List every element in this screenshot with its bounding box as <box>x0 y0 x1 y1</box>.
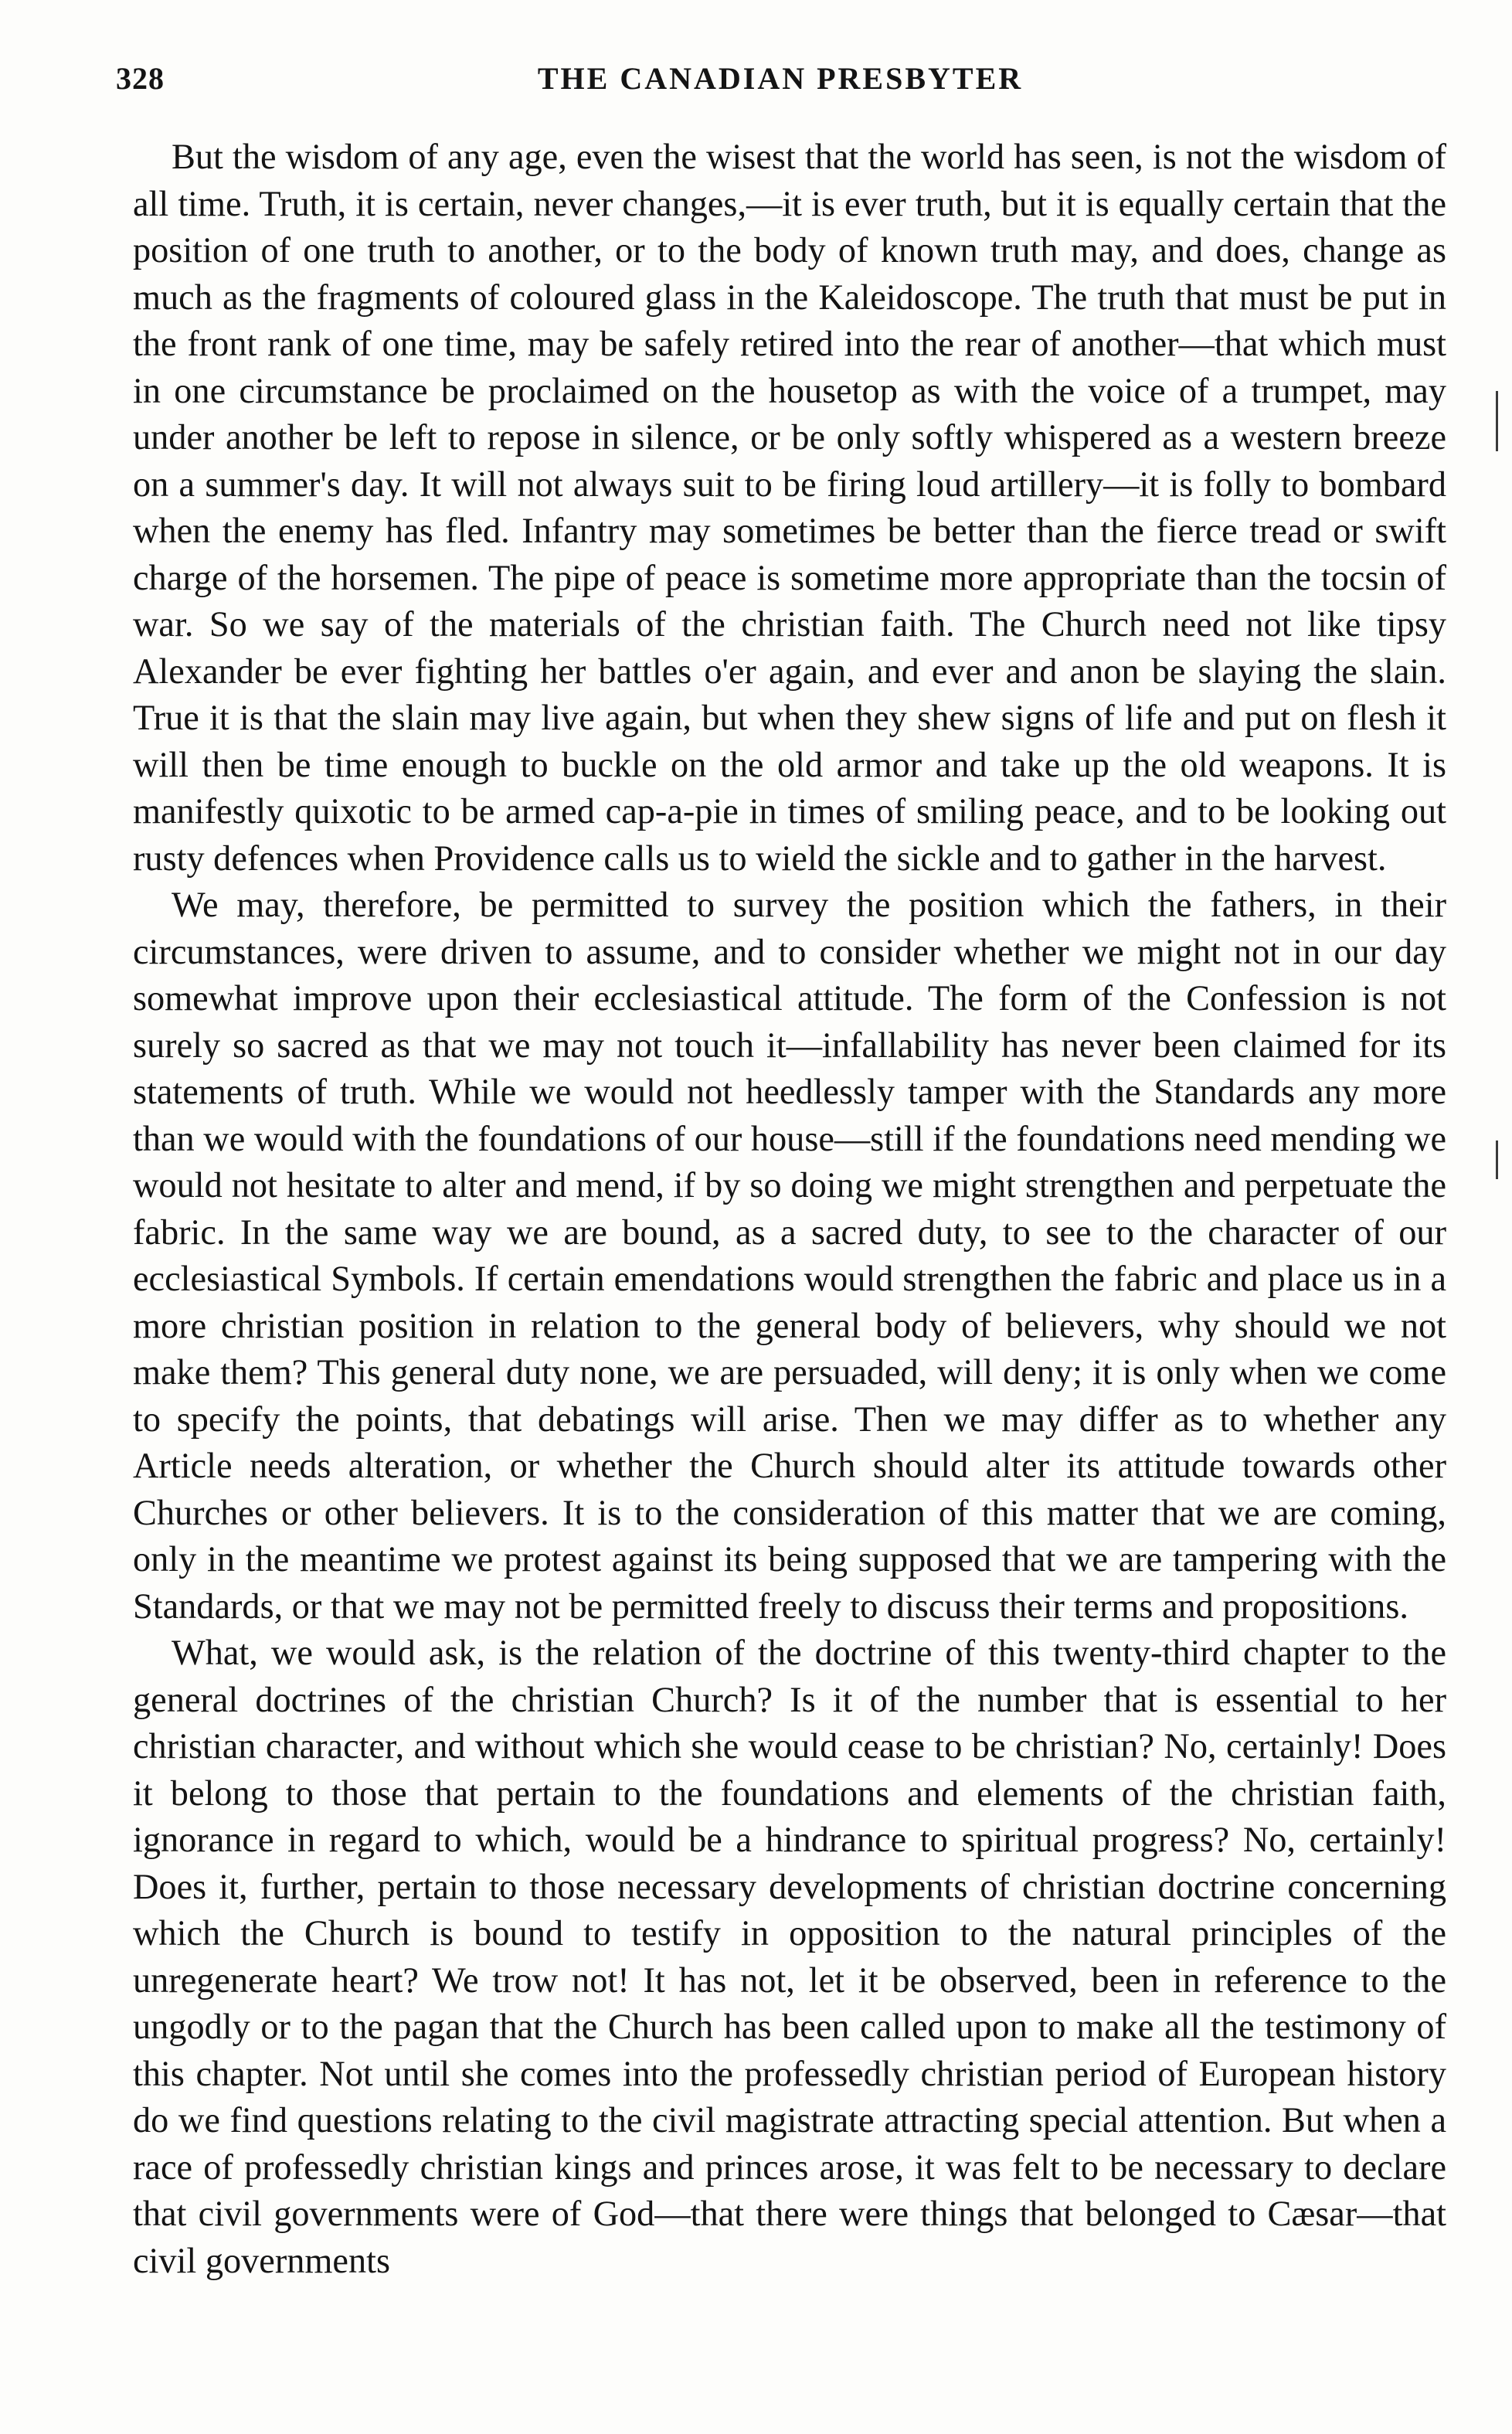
page-header <box>116 54 1445 108</box>
page-number: 328 <box>116 61 165 96</box>
margin-scan-mark-upper <box>1496 391 1498 451</box>
article-body <box>133 134 1446 2285</box>
paragraph-3: What, we would ask, is the relation of the doctrine of this twenty-third chapter to the general doctrines of the christian Church? Is it of the number that is essential to her christian character, and without which she would cease to be christian? No, certainly! Does it belong to those that pertain to the foundations and elements of the christian faith, ignorance in regard to which, would be a hindrance to spiritual progress? No, certainly! Does it, further, pertain to those necessary developments of christian doctrine concerning which the Church is bound to testify in opposition to the natural principles of the unregenerate heart? We trow not! It has not, let it be observed, been in reference to the ungodly or to the pagan that the Church has been called upon to make all the testimony of this chapter. Not until she comes into the professedly christian period of European history do we find questions relating to the civil magistrate attracting special attention. But when a race of professedly christian kings and princes arose, it was felt to be necessary to declare that civil governments were of God—that there were things that belonged to Cæsar—that civil governments <box>133 1633 1446 2281</box>
paragraph-2: We may, therefore, be permitted to survey the position which the fathers, in their circumstances, were driven to assume, and to consider whether we might not in our day somewhat improve upon their ecclesiastical attitude. The form of the Confession is not surely so sacred as that we may not touch it—infallability has never been claimed for its statements of truth. While we would not heedlessly tamper with the Standards any more than we would with the foundations of our house—still if the foundations need mending we would not hesitate to alter and mend, if by so doing we might strengthen and perpetuate the fabric. In the same way we are bound, as a sacred duty, to see to the character of our ecclesiastical Symbols. If certain emendations would strengthen the fabric and place us in a more christian position in relation to the general body of believers, why should we not make them? This general duty none, we are persuaded, will deny; it is only when we come to specify the points, that debatings will arise. Then we may differ as to whether any Article needs alteration, or whether the Church should alter its attitude towards other Churches or other believers. It is to the consideration of this matter that we are coming, only in the meantime we protest against its being supposed that we are tampering with the Standards, or that we may not be permitted freely to discuss their terms and propositions. <box>133 886 1446 1627</box>
running-title: THE CANADIAN PRESBYTER <box>537 61 1024 96</box>
paragraph-1: But the wisdom of any age, even the wisest that the world has seen, is not the wisdom of all time. Truth, it is certain, never changes,—it is ever truth, but it is equally certain that the position of one truth to another, or to the body of known truth may, and does, change as much as the fragments of coloured glass in the Kaleidoscope. The truth that must be put in the front rank of one time, may be safely retired into the rear of another—that which must in one circumstance be proclaimed on the housetop as with the voice of a trumpet, may under another be left to repose in silence, or be only softly whispered as a western breeze on a summer's day. It will not always suit to be firing loud artillery—it is folly to bombard when the enemy has fled. Infantry may sometimes be better than the fierce tread or swift charge of the horsemen. The pipe of peace is sometime more appropriate than the tocsin of war. So we say of the materials of the christian faith. The Church need not like tipsy Alexander be ever fighting her battles o'er again, and ever and anon be slaying the slain. True it is that the slain may live again, but when they shew signs of life and put on flesh it will then be time enough to buckle on the old armor and take up the old weapons. It is manifestly quixotic to be armed cap-a-pie in times of smiling peace, and to be looking out rusty defences when Providence calls us to wield the sickle and to gather in the harvest. <box>133 138 1446 879</box>
margin-scan-mark-lower <box>1496 1141 1498 1179</box>
